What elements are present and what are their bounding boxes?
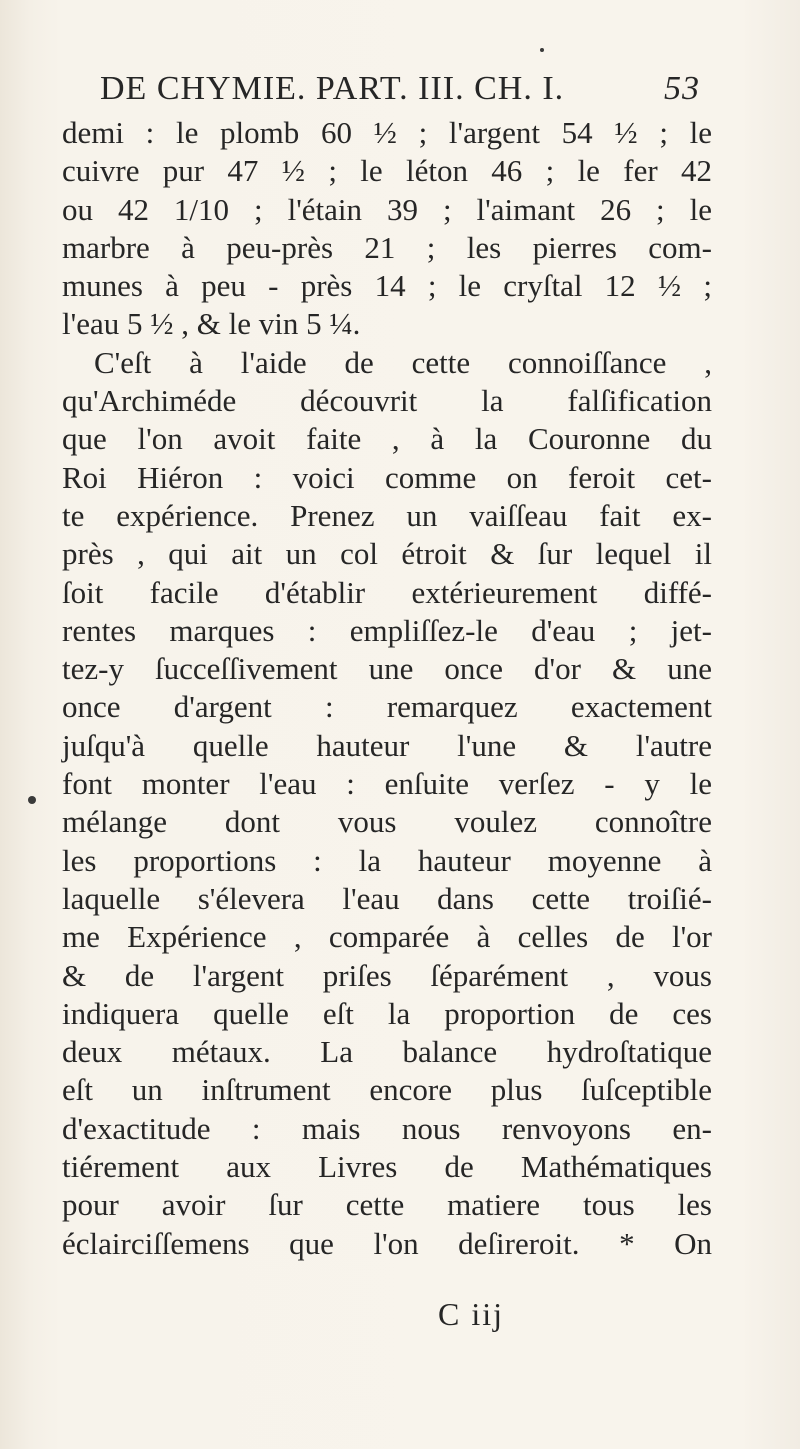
text-line: font monter l'eau : enſuite verſez - y le <box>62 766 712 802</box>
text-line: tez-y ſucceſſivement une once d'or & une <box>62 651 712 687</box>
text-line: Roi Hiéron : voici comme on feroit cet- <box>62 459 712 495</box>
running-title: DE CHYMIE. PART. III. CH. I. <box>100 70 565 107</box>
text-line: mélange dont vous voulez connoître <box>62 804 712 840</box>
text-line: marbre à peu-près 21 ; les pierres com- <box>62 229 712 265</box>
text-line: près , qui ait un col étroit & ſur lequel il <box>62 536 712 572</box>
ink-speck <box>28 796 36 804</box>
text-line: juſqu'à quelle hauteur l'une & l'autre <box>62 727 712 763</box>
text-line: rentes marques : empliſſez-le d'eau ; jet- <box>62 612 712 648</box>
body-text <box>62 114 712 1263</box>
text-line: ſoit facile d'établir extérieurement diffé- <box>62 574 712 610</box>
text-line: eſt un inſtrument encore plus ſuſceptible <box>62 1072 712 1108</box>
text-line: & de l'argent priſes ſéparément , vous <box>62 957 712 993</box>
text-line: demi : le plomb 60 ½ ; l'argent 54 ½ ; le <box>62 115 712 150</box>
text-line: d'exactitude : mais nous renvoyons en- <box>62 1110 712 1146</box>
text-line: pour avoir ſur cette matiere tous les <box>62 1187 712 1223</box>
page-number: 53 <box>664 70 700 107</box>
text-line: me Expérience , comparée à celles de l'or <box>62 919 712 955</box>
text-line: cuivre pur 47 ½ ; le léton 46 ; le fer 42 <box>62 153 712 189</box>
text-line: C'eſt à l'aide de cette connoiſſance , <box>94 344 712 380</box>
text-line: les proportions : la hauteur moyenne à <box>62 842 712 878</box>
text-line: éclairciſſemens que l'on deſireroit. * On <box>62 1225 712 1261</box>
text-line: qu'Archiméde découvrit la falſification <box>62 383 712 419</box>
text-line: indiquera quelle eſt la proportion de ces <box>62 995 712 1031</box>
ink-speck <box>540 48 544 52</box>
text-line: munes à peu - près 14 ; le cryſtal 12 ½ ; <box>62 268 712 304</box>
text-line: once d'argent : remarquez exactement <box>62 689 712 725</box>
text-line: te expérience. Prenez un vaiſſeau fait ex- <box>62 497 712 533</box>
text-line: laquelle s'élevera l'eau dans cette troiſié- <box>62 880 712 916</box>
text-line: ou 42 1/10 ; l'étain 39 ; l'aimant 26 ; le <box>62 191 712 227</box>
text-line: tiérement aux Livres de Mathématiques <box>62 1149 712 1185</box>
text-line: que l'on avoit faite , à la Couronne du <box>62 421 712 457</box>
text-line: deux métaux. La balance hydroſtatique <box>62 1034 712 1070</box>
signature-mark: C iij <box>438 1296 505 1332</box>
text-line: l'eau 5 ½ , & le vin 5 ¼. <box>62 306 361 342</box>
page-header <box>100 70 700 110</box>
